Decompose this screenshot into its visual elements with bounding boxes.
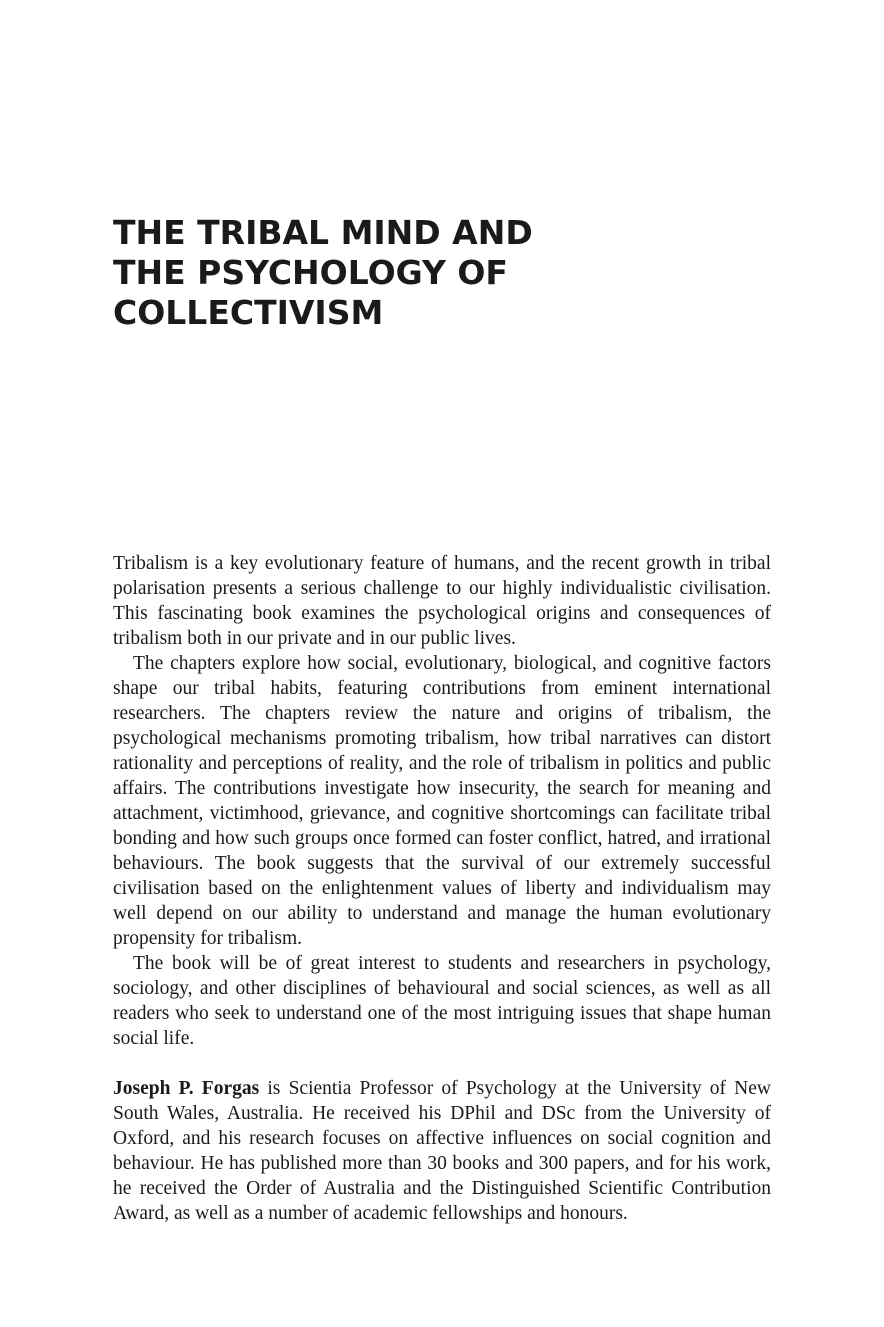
book-title-line-2: THE PSYCHOLOGY OF: [113, 253, 508, 292]
author-name: Joseph P. Forgas: [113, 1078, 260, 1099]
description-paragraph-2: The chapters explore how social, evolutionary, biological, and cognitive factors shape our tribal habits, featuring contributions from eminent international researchers. The chapters review the nature and origins of tribalism, the psychological mechanisms promoting tribalism, how tribal narratives can distort rationality and perceptions of reality, and the role of tribalism in politics and public affairs. The contributions investigate how insecurity, the search for meaning and attachment, victimhood, grievance, and cognitive shortcomings can facilitate tribal bonding and how such groups once formed can foster conflict, hatred, and irrational behaviours. The book suggests that the survival of our extremely successful civilisation based on the enlightenment values of liberty and individualism may well depend on our ability to understand and manage the human evolutionary propensity for tribalism.: [113, 653, 771, 949]
author-bio-paragraph: [113, 1076, 771, 1226]
description-paragraph-1: Tribalism is a key evolutionary feature of humans, and the recent growth in tribal polarisation presents a serious challenge to our highly individualistic civilisation. This fascinating book examines the psychological origins and consequences of tribalism both in our private and in our public lives.: [113, 553, 771, 649]
book-description: [113, 551, 771, 1051]
author-bio: [113, 1076, 771, 1226]
book-title: [113, 213, 773, 333]
author-bio-text: is Scientia Professor of Psychology at the University of New South Wales, Australia. He received his DPhil and DSc from the University of Oxford, and his research focuses on affective influences on social cognition and behaviour. He has published more than 30 books and 300 papers, and for his work, he received the Order of Australia and the Distinguished Scientific Contribution Award, as well as a number of academic fellowships and honours.: [113, 1078, 771, 1224]
book-title-line-1: THE TRIBAL MIND AND: [113, 213, 533, 252]
book-title-line-3: COLLECTIVISM: [113, 293, 384, 332]
description-paragraph-3: The book will be of great interest to students and researchers in psychology, sociology, and other disciplines of behavioural and social sciences, as well as all readers who seek to understand one of the most intriguing issues that shape human social life.: [113, 953, 771, 1049]
